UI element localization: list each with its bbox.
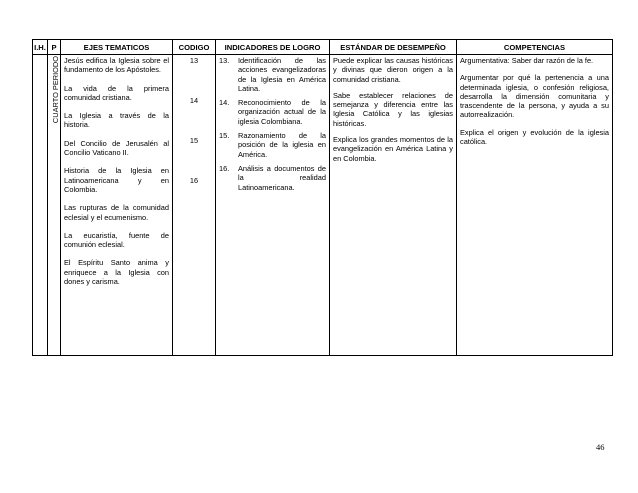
- estandar-item: Sabe establecer relaciones de semejanza y diferencia entre las Iglesia Católica y las iglesias históricas.: [333, 90, 453, 128]
- codigo-cell: [173, 55, 216, 356]
- curriculum-table: [32, 39, 613, 356]
- ejes-cell: [61, 55, 173, 356]
- indicador-item: [219, 56, 326, 93]
- header-indicadores: INDICADORES DE LOGRO: [216, 40, 330, 55]
- page-number: 46: [596, 442, 605, 452]
- codigo-value: 13: [189, 56, 199, 65]
- codigo-value: 16: [189, 176, 199, 185]
- eje-item: Jesús edifica la Iglesia sobre el fundamento de los Apóstoles.: [64, 56, 169, 75]
- indicador-text: Razonamiento de la posición de la iglesia en América.: [238, 131, 326, 159]
- content-row: [33, 55, 613, 356]
- indicador-number: 15.: [219, 131, 230, 141]
- eje-item: La vida de la primera comunidad cristiana.: [64, 83, 169, 102]
- competencia-item: Explica el origen y evolución de la iglesia católica.: [460, 127, 609, 147]
- indicador-text: Identificación de las acciones evangelizadoras de la Iglesia en América Latina.: [238, 56, 326, 93]
- codigo-value: 14: [189, 96, 199, 105]
- indicador-text: Reconocimiento de la organización actual de la iglesia Colombiana.: [238, 98, 326, 126]
- header-ejes: EJES TEMATICOS: [61, 40, 173, 55]
- eje-item: La eucaristía, fuente de comunión eclesial.: [64, 230, 169, 250]
- indicador-number: 13.: [219, 56, 230, 65]
- header-p: P: [48, 40, 61, 55]
- codigo-value: 15: [189, 136, 199, 145]
- estandar-item: Puede explicar las causas históricas y divinas que dieron origen a la comunidad cristiana.: [333, 56, 453, 84]
- eje-item: La Iglesia a través de la historia.: [64, 111, 169, 130]
- indicador-item: [219, 164, 326, 192]
- competencia-item: Argumentativa: Saber dar razón de la fe.: [460, 56, 594, 65]
- eje-item: Las rupturas de la comunidad eclesial y el ecumenismo.: [64, 203, 169, 222]
- eje-item: Historia de la Iglesia en Latinoamericana y en Colombia.: [64, 166, 169, 194]
- periodo-label: CUARTO PERIODO: [51, 56, 60, 124]
- ih-cell: [33, 55, 48, 356]
- indicador-number: 16.: [219, 163, 230, 173]
- indicadores-cell: [216, 55, 330, 356]
- indicadores-list: [219, 56, 326, 192]
- competencia-item: Argumentar por qué la pertenencia a una determinada iglesia, o confesión religiosa, desarrolla la dimensión comunitaria y trascendente de la persona, y ayuda a su autorrealización.: [460, 73, 609, 120]
- competencias-cell: [457, 55, 613, 356]
- header-ih: I.H.: [33, 40, 48, 55]
- eje-item: El Espíritu Santo anima y enriquece a la Iglesia con dones y carisma.: [64, 258, 169, 287]
- estandar-cell: [330, 55, 457, 356]
- indicador-item: [219, 131, 326, 159]
- header-estandar: ESTÁNDAR DE DESEMPEÑO: [330, 40, 457, 55]
- eje-item: Del Concilio de Jerusalén al Concilio Vaticano II.: [64, 138, 169, 158]
- periodo-cell: [48, 55, 61, 356]
- indicador-item: [219, 98, 326, 126]
- estandar-item: Explica los grandes momentos de la evangelización en América Latina y en Colombia.: [333, 135, 453, 163]
- indicador-number: 14.: [219, 98, 230, 108]
- header-competencias: COMPETENCIAS: [457, 40, 613, 55]
- header-codigo: CODIGO: [173, 40, 216, 55]
- header-row: [33, 40, 613, 55]
- indicador-text: Análisis a documentos de la realidad Latinoamericana.: [238, 163, 326, 192]
